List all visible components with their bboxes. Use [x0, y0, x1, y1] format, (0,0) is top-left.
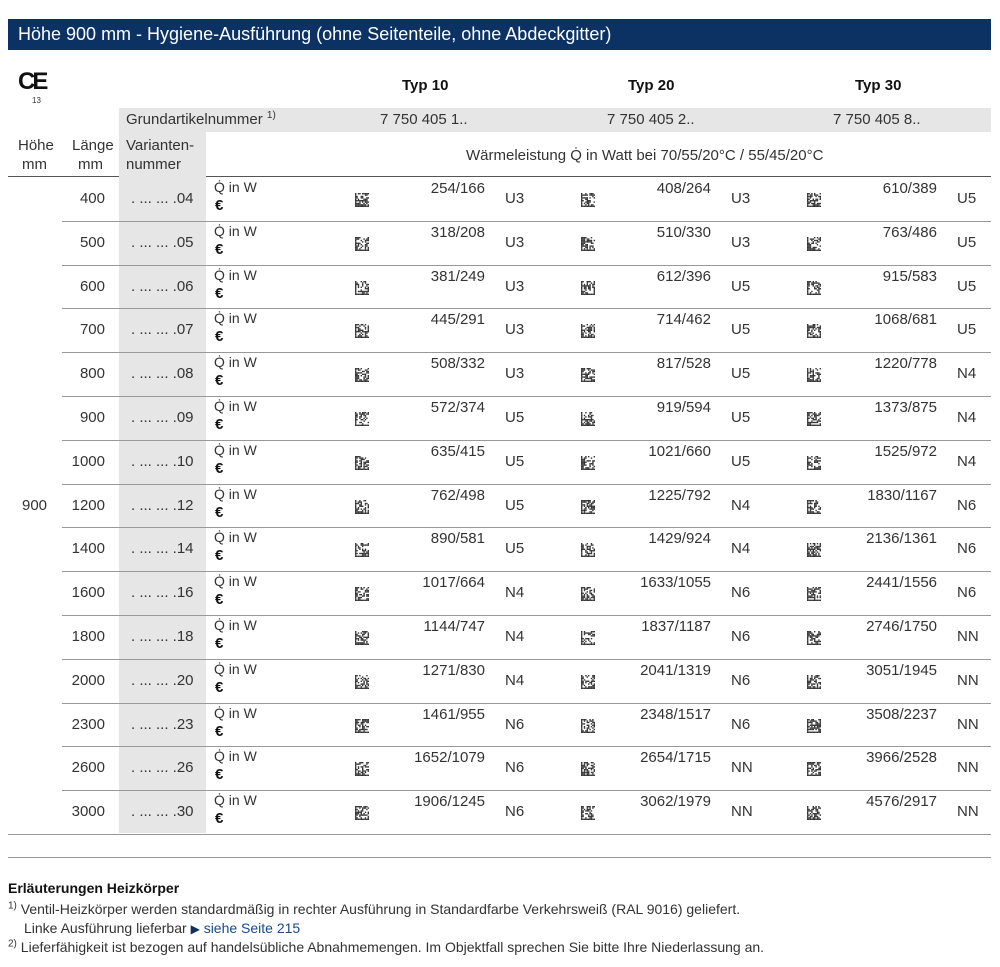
ce-number: 13 — [32, 96, 41, 105]
datamatrix-icon — [807, 237, 821, 251]
heat-output-value: 1021/660 — [648, 442, 711, 460]
datamatrix-icon — [807, 543, 821, 557]
datamatrix-icon — [355, 324, 369, 338]
heat-output-value: 1429/924 — [648, 530, 711, 548]
price-label: € — [215, 328, 224, 346]
heat-output-value: 1068/681 — [874, 311, 937, 329]
datamatrix-icon — [355, 500, 369, 514]
heat-output-value: 610/389 — [882, 180, 937, 197]
datamatrix-icon — [581, 631, 595, 645]
heat-output-value: 3051/1945 — [866, 661, 937, 679]
delivery-code: U5 — [505, 540, 525, 558]
heat-output-value: 1837/1187 — [641, 618, 711, 635]
datamatrix-icon — [355, 193, 369, 207]
delivery-code: U5 — [957, 233, 977, 251]
heat-output-label: Q̇ in W — [214, 354, 257, 371]
delivery-code: N4 — [731, 540, 751, 558]
length-cell: 900 — [79, 409, 105, 426]
delivery-code: N6 — [505, 803, 525, 821]
datamatrix-icon — [581, 675, 595, 689]
datamatrix-icon — [355, 543, 369, 557]
heat-output-value: 408/264 — [656, 180, 711, 197]
variant-number-cell: . ... ... .18 — [131, 628, 194, 645]
datamatrix-icon — [355, 237, 369, 251]
heat-output-value: 2041/1319 — [640, 661, 711, 679]
article-number-label — [126, 111, 276, 128]
heat-output-label: Q̇ in W — [214, 748, 257, 765]
footnote-2 — [8, 939, 764, 955]
delivery-code: U3 — [505, 190, 525, 207]
heat-output-value: 572/374 — [430, 399, 485, 416]
datamatrix-icon — [807, 281, 821, 295]
heat-output-header: Wärmeleistung Q̇ in Watt bei 70/55/20°C / 55/45/20°C — [466, 147, 824, 164]
table-row — [0, 527, 1000, 571]
datamatrix-icon — [807, 587, 821, 601]
article-number-type-20: 7 750 405 2.. — [607, 111, 695, 128]
delivery-code: NN — [957, 759, 979, 777]
datamatrix-icon — [581, 237, 595, 251]
datamatrix-icon — [581, 281, 595, 295]
heat-output-label: Q̇ in W — [214, 485, 257, 502]
heat-output-label: Q̇ in W — [214, 573, 257, 590]
length-cell: 3000 — [71, 803, 105, 821]
height-unit: mm — [22, 156, 47, 173]
heat-output-value: 1906/1245 — [414, 793, 485, 811]
price-label: € — [215, 284, 224, 302]
datamatrix-icon — [355, 456, 369, 470]
heat-output-value: 1220/778 — [874, 355, 937, 373]
heat-output-value: 890/581 — [430, 530, 485, 548]
length-header: Länge — [72, 137, 114, 154]
variant-number-cell: . ... ... .30 — [131, 803, 194, 821]
table-row — [0, 265, 1000, 309]
page-title: Höhe 900 mm - Hygiene-Ausführung (ohne Seitenteile, ohne Abdeckgitter) — [8, 19, 991, 50]
heat-output-value: 915/583 — [882, 267, 937, 285]
delivery-code: N6 — [957, 584, 977, 602]
heat-output-value: 1633/1055 — [640, 574, 711, 592]
datamatrix-icon — [355, 368, 369, 382]
delivery-code: U5 — [505, 409, 525, 426]
price-label: € — [215, 591, 224, 609]
datamatrix-icon — [355, 675, 369, 689]
heat-output-value: 1271/830 — [422, 661, 485, 679]
delivery-code: N4 — [957, 409, 977, 426]
datamatrix-icon — [355, 719, 369, 733]
type-10-heading: Typ 10 — [402, 77, 449, 94]
table-row — [0, 484, 1000, 528]
datamatrix-icon — [807, 324, 821, 338]
table-row — [0, 703, 1000, 747]
ce-icon: CE — [18, 68, 46, 95]
price-label: € — [215, 197, 224, 214]
variant-number-cell: . ... ... .10 — [131, 452, 194, 470]
heat-output-value: 1652/1079 — [414, 749, 485, 767]
heat-output-value: 508/332 — [430, 355, 485, 373]
footnote-1b-text: Linke Ausführung lieferbar — [24, 920, 187, 936]
type-20-heading: Typ 20 — [628, 77, 675, 94]
datamatrix-icon — [807, 193, 821, 207]
heat-output-label: Q̇ in W — [214, 441, 257, 458]
delivery-code: U5 — [957, 190, 977, 207]
variant-header-2: nummer — [126, 156, 182, 173]
price-label: € — [215, 459, 224, 477]
length-cell: 600 — [79, 277, 105, 295]
type-30-heading: Typ 30 — [855, 77, 902, 94]
length-cell: 2000 — [71, 671, 105, 689]
heat-output-value: 254/166 — [430, 180, 485, 197]
table-row — [0, 177, 1000, 221]
delivery-code: NN — [731, 803, 753, 821]
datamatrix-icon — [581, 806, 595, 820]
delivery-code: U3 — [505, 365, 525, 383]
heat-output-value: 2441/1556 — [866, 574, 937, 592]
datamatrix-icon — [581, 456, 595, 470]
datamatrix-icon — [355, 806, 369, 820]
heat-output-value: 1461/955 — [422, 705, 485, 723]
delivery-code: N4 — [957, 365, 977, 383]
datamatrix-icon — [807, 631, 821, 645]
heat-output-value: 762/498 — [430, 486, 485, 504]
datamatrix-icon — [807, 412, 821, 426]
delivery-code: N6 — [505, 715, 525, 733]
datamatrix-icon — [807, 456, 821, 470]
datamatrix-icon — [807, 500, 821, 514]
footnote-ref-1: 1) — [266, 110, 276, 121]
height-value: 900 — [22, 497, 48, 514]
delivery-code: N4 — [731, 496, 751, 514]
variant-number-cell: . ... ... .09 — [131, 409, 194, 426]
table-row — [0, 352, 1000, 396]
datamatrix-icon — [355, 281, 369, 295]
price-label: € — [215, 635, 224, 652]
datamatrix-icon — [581, 719, 595, 733]
footer-divider — [8, 857, 991, 858]
article-number-type-30: 7 750 405 8.. — [833, 111, 921, 128]
delivery-code: U5 — [731, 452, 751, 470]
table-row — [0, 221, 1000, 265]
footnote-2-marker: 2) — [8, 938, 17, 950]
variant-number-cell: . ... ... .12 — [131, 496, 194, 514]
heat-output-value: 2746/1750 — [866, 618, 937, 635]
delivery-code: U3 — [505, 233, 525, 251]
delivery-code: N4 — [957, 452, 977, 470]
variant-number-cell: . ... ... .20 — [131, 671, 194, 689]
delivery-code: U3 — [505, 321, 525, 339]
delivery-code: NN — [957, 628, 979, 645]
price-label: € — [215, 372, 224, 390]
length-cell: 1400 — [71, 540, 105, 558]
datamatrix-icon — [581, 587, 595, 601]
variant-number-cell: . ... ... .23 — [131, 715, 194, 733]
heat-output-label: Q̇ in W — [214, 266, 257, 283]
datamatrix-icon — [807, 368, 821, 382]
length-cell: 2600 — [71, 759, 105, 777]
price-label: € — [215, 678, 224, 696]
heat-output-value: 3062/1979 — [640, 793, 711, 811]
heat-output-value: 3508/2237 — [866, 705, 937, 723]
heat-output-value: 1144/747 — [423, 618, 485, 635]
delivery-code: U5 — [957, 277, 977, 295]
price-label: € — [215, 240, 224, 258]
heat-output-label: Q̇ in W — [214, 310, 257, 327]
variant-number-cell: . ... ... .14 — [131, 540, 194, 558]
datamatrix-icon — [807, 719, 821, 733]
table-row — [0, 790, 1000, 834]
delivery-code: U5 — [505, 496, 525, 514]
heat-output-label: Q̇ in W — [214, 179, 257, 195]
datamatrix-icon — [581, 762, 595, 776]
delivery-code: N6 — [731, 584, 751, 602]
delivery-code: N6 — [731, 715, 751, 733]
heat-output-label: Q̇ in W — [214, 792, 257, 809]
table-row — [0, 746, 1000, 790]
length-cell: 1000 — [71, 452, 105, 470]
price-label: € — [215, 503, 224, 521]
heat-output-value: 510/330 — [656, 223, 711, 241]
length-cell: 1800 — [71, 628, 105, 645]
heat-output-value: 1830/1167 — [867, 486, 937, 504]
delivery-code: U3 — [731, 190, 751, 207]
heat-output-value: 1017/664 — [422, 574, 485, 592]
variant-number-cell: . ... ... .04 — [131, 190, 194, 207]
height-header: Höhe — [18, 137, 54, 154]
price-label: € — [215, 722, 224, 740]
variant-number-cell: . ... ... .16 — [131, 584, 194, 602]
delivery-code: U5 — [731, 409, 751, 426]
table-row — [0, 440, 1000, 484]
length-unit: mm — [78, 156, 103, 173]
delivery-code: NN — [957, 671, 979, 689]
delivery-code: U5 — [731, 365, 751, 383]
variant-number-cell: . ... ... .08 — [131, 365, 194, 383]
delivery-code: N4 — [505, 628, 525, 645]
delivery-code: N6 — [731, 628, 751, 645]
delivery-code: U5 — [731, 321, 751, 339]
price-label: € — [215, 416, 224, 433]
delivery-code: NN — [957, 715, 979, 733]
datamatrix-icon — [581, 543, 595, 557]
heat-output-value: 817/528 — [656, 355, 711, 373]
heat-output-value: 3966/2528 — [866, 749, 937, 767]
datamatrix-icon — [581, 412, 595, 426]
length-cell: 800 — [79, 365, 105, 383]
datamatrix-icon — [581, 368, 595, 382]
delivery-code: NN — [957, 803, 979, 821]
length-cell: 1200 — [71, 496, 105, 514]
heat-output-value: 714/462 — [656, 311, 711, 329]
footnote-1 — [8, 901, 740, 917]
price-label: € — [215, 810, 224, 828]
heat-output-value: 635/415 — [430, 442, 485, 460]
datamatrix-icon — [581, 193, 595, 207]
delivery-code: N6 — [505, 759, 525, 777]
heat-output-label: Q̇ in W — [214, 398, 257, 414]
footer-title: Erläuterungen Heizkörper — [8, 880, 180, 896]
heat-output-value: 2136/1361 — [866, 530, 937, 548]
heat-output-value: 4576/2917 — [866, 793, 937, 811]
row-divider — [8, 834, 991, 835]
heat-output-value: 1225/792 — [648, 486, 711, 504]
heat-output-label: Q̇ in W — [214, 222, 257, 239]
heat-output-value: 2348/1517 — [640, 705, 711, 723]
length-cell: 1600 — [71, 584, 105, 602]
delivery-code: N6 — [731, 671, 751, 689]
datamatrix-icon — [807, 806, 821, 820]
delivery-code: NN — [731, 759, 753, 777]
page-reference-link[interactable]: siehe Seite 215 — [203, 920, 301, 936]
delivery-code: N4 — [505, 671, 525, 689]
heat-output-label: Q̇ in W — [214, 704, 257, 721]
heat-output-value: 445/291 — [430, 311, 485, 329]
delivery-code: U3 — [731, 233, 751, 251]
heat-output-value: 763/486 — [882, 223, 937, 241]
footnote-1-marker: 1) — [8, 900, 17, 912]
length-cell: 500 — [79, 233, 105, 251]
variant-number-cell: . ... ... .05 — [131, 233, 194, 251]
footnote-1b — [24, 920, 300, 936]
datamatrix-icon — [355, 762, 369, 776]
datamatrix-icon — [581, 324, 595, 338]
length-cell: 400 — [79, 190, 105, 207]
table-row — [0, 659, 1000, 703]
footnote-1-text: Ventil-Heizkörper werden standardmäßig in rechter Ausführung in Standardfarbe Verkehrsweiß (RAL 9016) geliefert. — [16, 901, 741, 917]
datamatrix-icon — [355, 631, 369, 645]
article-number-text: Grundartikelnummer — [126, 111, 263, 128]
datamatrix-icon — [581, 500, 595, 514]
delivery-code: U5 — [505, 452, 525, 470]
delivery-code: U3 — [505, 277, 525, 295]
delivery-code: U5 — [957, 321, 977, 339]
heat-output-value: 1373/875 — [874, 399, 937, 416]
variant-header-1: Varianten- — [126, 137, 195, 154]
variant-number-cell: . ... ... .06 — [131, 277, 194, 295]
heat-output-value: 1525/972 — [874, 442, 937, 460]
heat-output-label: Q̇ in W — [214, 529, 257, 546]
heat-output-value: 381/249 — [430, 267, 485, 285]
delivery-code: N4 — [505, 584, 525, 602]
heat-output-label: Q̇ in W — [214, 660, 257, 677]
price-label: € — [215, 766, 224, 784]
datamatrix-icon — [807, 675, 821, 689]
ce-mark — [18, 70, 58, 110]
datamatrix-icon — [355, 587, 369, 601]
triangle-right-icon: ▶ — [190, 922, 200, 936]
table-row — [0, 308, 1000, 352]
datamatrix-icon — [807, 762, 821, 776]
heat-output-value: 318/208 — [430, 223, 485, 241]
heat-output-value: 612/396 — [656, 267, 711, 285]
heat-output-label: Q̇ in W — [214, 617, 257, 633]
heat-output-value: 919/594 — [656, 399, 711, 416]
length-cell: 2300 — [71, 715, 105, 733]
length-cell: 700 — [79, 321, 105, 339]
table-row — [0, 396, 1000, 440]
table-row — [0, 615, 1000, 659]
datamatrix-icon — [355, 412, 369, 426]
variant-number-cell: . ... ... .26 — [131, 759, 194, 777]
price-label: € — [215, 547, 224, 565]
delivery-code: U5 — [731, 277, 751, 295]
delivery-code: N6 — [957, 496, 977, 514]
table-row — [0, 571, 1000, 615]
variant-number-cell: . ... ... .07 — [131, 321, 194, 339]
footnote-2-text: Lieferfähigkeit ist bezogen auf handelsübliche Abnahmemengen. Im Objektfall sprechen Sie bitte Ihre Niederlassung an. — [16, 939, 765, 955]
article-number-type-10: 7 750 405 1.. — [380, 111, 468, 128]
delivery-code: N6 — [957, 540, 977, 558]
heat-output-value: 2654/1715 — [640, 749, 711, 767]
